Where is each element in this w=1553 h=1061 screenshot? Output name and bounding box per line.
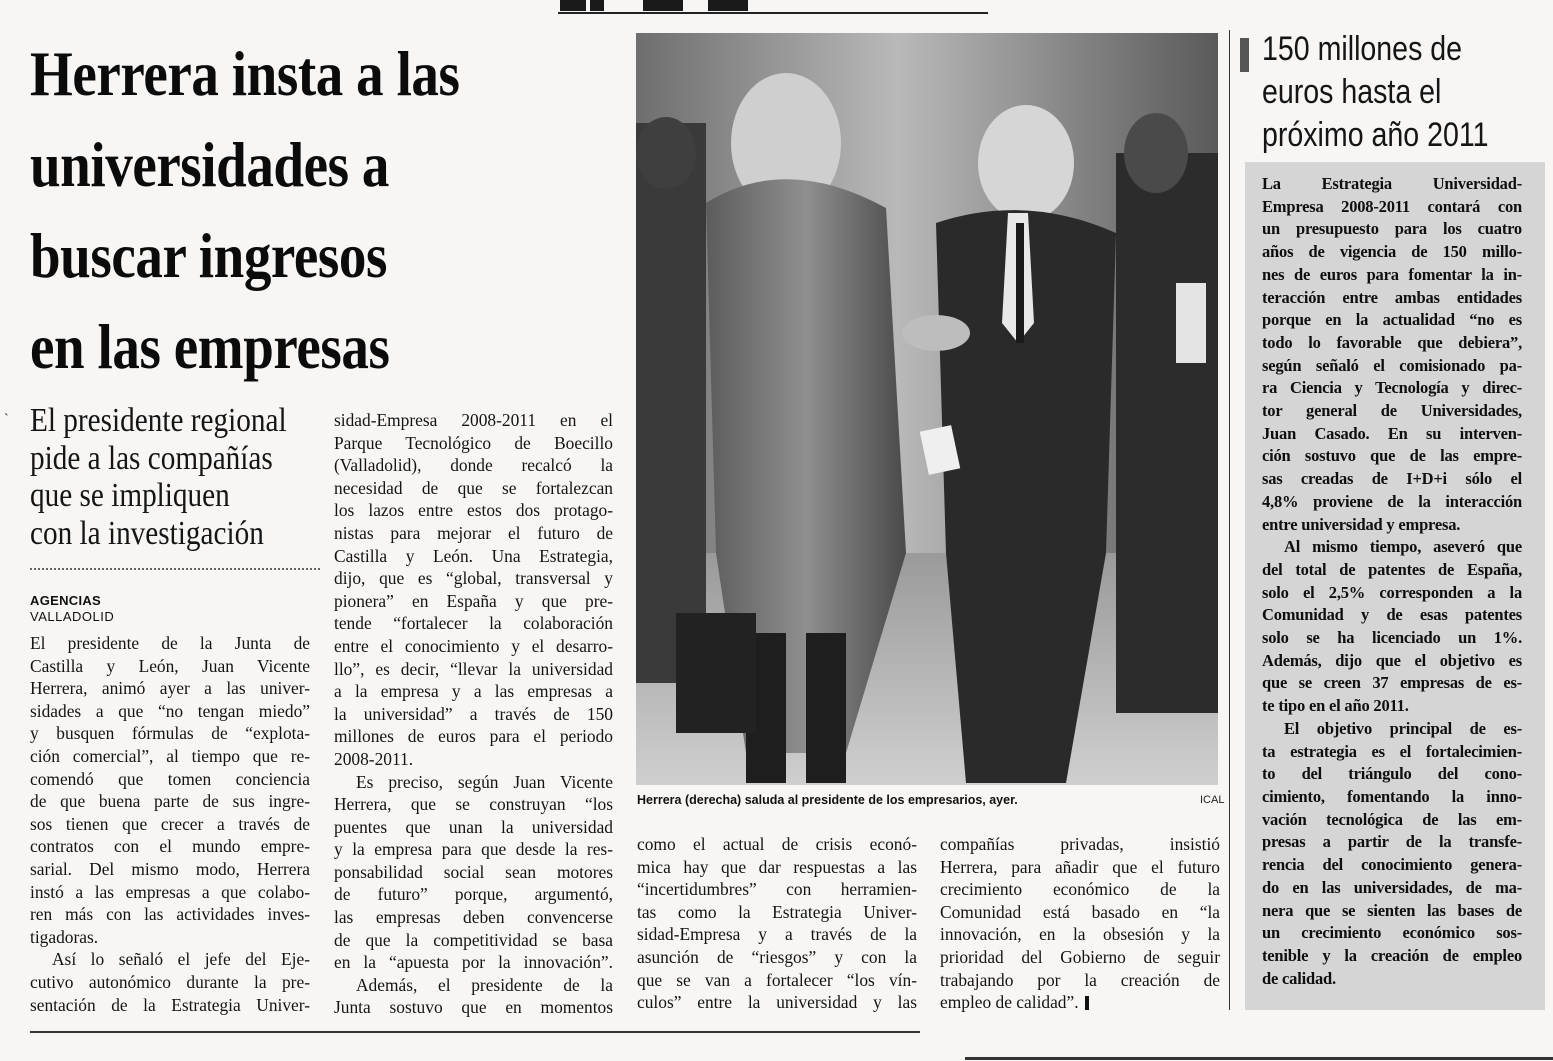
sidebar-line: El objetivo principal de es- — [1284, 718, 1522, 738]
body-line: la universidad” a través de 150 — [334, 703, 613, 724]
byline-city: VALLADOLID — [30, 609, 115, 624]
body-line-text: empleo de calidad”. — [940, 992, 1079, 1013]
body-line: dijo, que es “global, transversal y — [334, 568, 613, 589]
subhead-line: El presidente regional — [30, 402, 287, 439]
body-line: sentación de la Estrategia Univer- — [30, 994, 310, 1015]
body-line: asunción de “riesgos” y con la — [637, 946, 917, 967]
body-line: necesidad de que se fortalezcan — [334, 477, 613, 498]
body-line: prioridad del Gobierno de seguir — [940, 946, 1220, 967]
strip-rule — [558, 12, 988, 14]
sidebar-line: ción sostuvo que de las empre- — [1262, 446, 1522, 466]
sidebar-line: ra Ciencia y Tecnología y direc- — [1262, 378, 1522, 398]
subhead-divider — [30, 568, 320, 570]
body-line: como el actual de crisis econó- — [637, 834, 917, 854]
body-line: tende “fortalecer la colaboración — [334, 613, 613, 634]
body-line: 2008-2011. — [334, 748, 414, 769]
sidebar-line: 4,8% proviene de la interacción — [1262, 491, 1522, 511]
body-line: tas como la Estrategia Univer- — [637, 901, 917, 922]
sidebar-body — [1262, 173, 1522, 990]
sidebar-line: tor general de Universidades, — [1262, 401, 1522, 421]
body-line: mica hay que dar respuestas a las — [637, 856, 917, 877]
body-line: sarial. Del mismo modo, Herrera — [30, 858, 310, 879]
sidebar-title-bar — [1240, 38, 1249, 72]
sidebar-line: nera que se sienten las bases de — [1262, 900, 1522, 920]
sidebar-title-line: próximo año 2011 — [1262, 116, 1489, 154]
body-line: ción comercial”, al tiempo que re- — [30, 745, 310, 766]
body-line: sidad-Empresa y a través de la — [637, 924, 917, 945]
body-line: Junta sostuvo que en momentos — [334, 997, 613, 1018]
sidebar-line: Al mismo tiempo, aseveró que — [1284, 537, 1522, 557]
strip-image — [590, 0, 604, 11]
strip-image — [708, 0, 748, 11]
body-line: El presidente de la Junta de — [30, 633, 310, 653]
sidebar-line: entre universidad y empresa. — [1262, 514, 1461, 534]
body-line: sidad-Empresa 2008-2011 en el — [334, 410, 613, 430]
body-line: Es preciso, según Juan Vicente — [356, 771, 613, 792]
sidebar-line: to del triángulo del cono- — [1262, 764, 1522, 784]
margin-mark: ˋ — [4, 412, 9, 427]
sidebar-divider — [1229, 30, 1230, 1010]
strip-image — [643, 0, 683, 11]
body-line: instó a las empresas a que colabo- — [30, 881, 310, 902]
body-line: Además, el presidente de la — [356, 974, 613, 995]
sidebar-line: Empresa 2008-2011 contará con — [1262, 196, 1522, 216]
sidebar-line: años de vigencia de 150 millo- — [1262, 242, 1522, 262]
body-line: culos” entre la universidad y las — [637, 992, 917, 1013]
bottom-rule — [30, 1031, 920, 1033]
body-line: millones de euros para el periodo — [334, 726, 613, 747]
headline-line: buscar ingresos — [30, 220, 387, 291]
body-line: de futuro” porque, argumentó, — [334, 884, 613, 905]
sidebar-line: tenible y la creación de empleo — [1262, 945, 1522, 965]
body-column-1 — [30, 632, 310, 1016]
body-line: (Valladolid), donde recalcó la — [334, 455, 613, 476]
sidebar-line: del total de patentes de España, — [1262, 559, 1522, 579]
sidebar-line: vación tecnológica de las em- — [1262, 809, 1522, 829]
end-of-article-mark — [1085, 996, 1089, 1010]
body-line: Castilla y León, Juan Vicente — [30, 655, 310, 676]
subhead-line: que se impliquen — [30, 477, 230, 514]
sidebar-title-line: 150 millones de — [1262, 30, 1463, 68]
body-line: a la empresa y a las empresas a — [334, 681, 613, 702]
body-line: sidades a que “no tengan miedo” — [30, 700, 310, 721]
body-line: Castilla y León. Una Estrategia, — [334, 545, 613, 566]
sidebar-line: do en las universidades, de ma- — [1262, 877, 1522, 897]
sidebar-line: un presupuesto para los cuatro — [1262, 219, 1522, 239]
sidebar-line: Además, dijo que el objetivo es — [1262, 650, 1522, 670]
sidebar-line: Comunidad y de esas patentes — [1262, 605, 1522, 625]
body-column-4 — [940, 833, 1220, 1014]
body-line: ren más con las actividades inves- — [30, 904, 310, 925]
byline-agency: AGENCIAS — [30, 593, 102, 608]
top-strip — [558, 0, 988, 14]
body-line: de que la competitividad se basa — [334, 929, 613, 950]
strip-image — [560, 0, 586, 11]
body-line: Comunidad está basado en “la — [940, 901, 1220, 922]
headline-line: en las empresas — [30, 311, 390, 382]
sidebar-title — [1262, 28, 1497, 157]
body-line: Parque Tecnológico de Boecillo — [334, 432, 613, 453]
body-line: cutivo autonómico durante la pre- — [30, 971, 310, 992]
body-line: tigadoras. — [30, 926, 99, 947]
body-line: compañías privadas, insistió — [940, 834, 1220, 854]
headline-line: Herrera insta a las — [30, 38, 460, 109]
news-photo — [636, 33, 1218, 785]
sidebar-line: cimiento, fomentando la inno- — [1262, 786, 1522, 806]
body-line: pionera” en España y que pre- — [334, 590, 613, 611]
body-line: contratos con el mundo empre- — [30, 836, 310, 857]
body-line: Herrera, que se construyan “los — [334, 794, 613, 815]
sidebar-line: Juan Casado. En su interven- — [1262, 423, 1522, 443]
body-line: sos tienen que crecer a través de — [30, 813, 310, 834]
sidebar-line: un crecimiento económico sos- — [1262, 923, 1522, 943]
sidebar-line: sas creadas de I+D+i sólo el — [1262, 469, 1522, 489]
headline-line: universidades a — [30, 129, 390, 200]
body-line: ponsabilidad social sean motores — [334, 861, 613, 882]
sidebar-line: La Estrategia Universidad- — [1262, 174, 1522, 193]
sidebar-line: porque en la actualidad “no es — [1262, 310, 1522, 330]
body-line: y la empresa para que desde la res- — [334, 839, 613, 860]
body-line: comendó que tomen conciencia — [30, 768, 310, 789]
sidebar-line: todo lo favorable que debiera”, — [1262, 332, 1522, 352]
body-line: que se van a fortalecer “los vín- — [637, 969, 917, 990]
sidebar-line: de calidad. — [1262, 968, 1336, 988]
bottom-rule — [965, 1057, 1553, 1060]
body-line: los lazos entre estos dos protago- — [334, 500, 613, 521]
photo-caption: Herrera (derecha) saluda al presidente de los empresarios, ayer. — [637, 793, 1018, 807]
sidebar-line: que se creen 37 empresas de es- — [1262, 673, 1522, 693]
sidebar-line: teracción entre ambas entidades — [1262, 287, 1522, 307]
sidebar-line: según señaló el comisionado pa- — [1262, 355, 1522, 375]
body-line: Herrera, animó ayer a las univer- — [30, 678, 310, 699]
body-line: llo”, es decir, “llevar la universidad — [334, 658, 613, 679]
body-line: y busquen fórmulas de “explota- — [30, 723, 310, 744]
headline — [30, 28, 546, 392]
sidebar-line: rencia del conocimiento genera- — [1262, 855, 1522, 875]
subhead-line: con la investigación — [30, 514, 264, 552]
body-column-2 — [334, 409, 613, 1019]
sidebar-line: solo se ha licenciado un 1%. — [1262, 628, 1522, 648]
sidebar-line: solo el 2,5% corresponden a la — [1262, 582, 1522, 602]
sidebar-line: presas a partir de la transfe- — [1262, 832, 1522, 852]
photo-credit: ICAL — [1200, 794, 1225, 806]
body-column-3 — [637, 833, 917, 1014]
subhead — [30, 402, 288, 552]
body-line: entre el conocimiento y el desarro- — [334, 635, 613, 656]
body-line: “incertidumbres” con herramien- — [637, 879, 917, 900]
body-line: puentes que unan la universidad — [334, 816, 613, 837]
body-line: trabajando por la creación de — [940, 969, 1220, 990]
body-line: nistas para mejorar el futuro de — [334, 522, 613, 543]
body-line — [940, 991, 1220, 1014]
body-line: en la “apuesta por la innovación”. — [334, 952, 613, 973]
body-line: innovación, en la obsesión y la — [940, 924, 1220, 945]
photo-image — [636, 33, 1218, 785]
body-line: Herrera, para añadir que el futuro — [940, 856, 1220, 877]
sidebar-line: nes de euros para fomentar la in- — [1262, 264, 1522, 284]
body-line: las empresas deben convencerse — [334, 907, 613, 928]
body-line: Así lo señaló el jefe del Eje- — [52, 949, 310, 970]
sidebar-line: ta estrategia es el fortalecimien- — [1262, 741, 1522, 761]
body-line: de que buena parte de sus ingre- — [30, 791, 310, 812]
body-line: crecimiento económico de la — [940, 879, 1220, 900]
sidebar-title-line: euros hasta el — [1262, 73, 1442, 111]
sidebar-line: te tipo en el año 2011. — [1262, 696, 1409, 716]
subhead-line: pide a las compañías — [30, 439, 273, 477]
